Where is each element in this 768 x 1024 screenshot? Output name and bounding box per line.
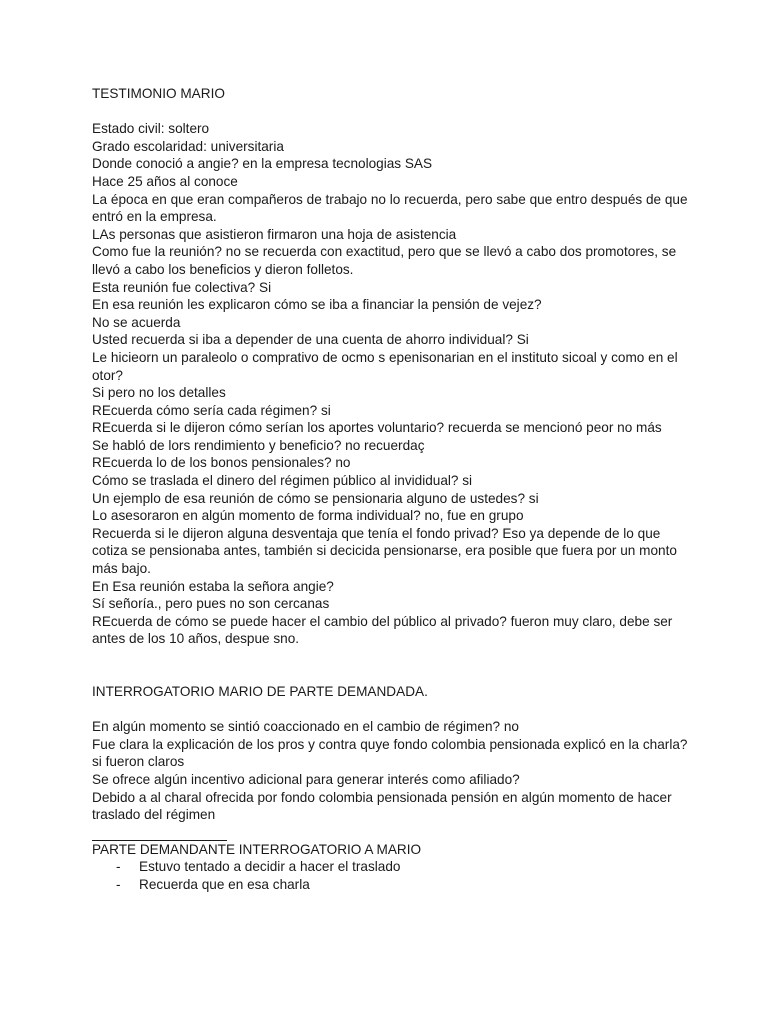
testimony-line: En esa reunión les explicaron cómo se iba a financiar la pensión de vejez? [92, 297, 542, 313]
dash-bullet: - [116, 859, 121, 875]
list-item-text: Estuvo tentado a decidir a hacer el traslado [139, 859, 401, 875]
testimony-section [92, 120, 688, 648]
testimony-line: Esta reunión fue colectiva? Si [92, 279, 272, 295]
bullet-list [92, 858, 688, 893]
testimony-line: Le hicieorn un paraleolo o comprativo de ocmo s epenisonarian en el instituto sicoal y como en el otor? [92, 349, 678, 383]
document-page [92, 85, 688, 894]
spacer [92, 701, 688, 719]
testimony-line: REcuerda de cómo se puede hacer el cambio del público al privado? fueron muy claro, debe ser antes de los 10 años, despue sno. [92, 613, 673, 647]
testimony-line: En Esa reunión estaba la señora angie? [92, 578, 334, 594]
list-item-text: Recuerda que en esa charla [139, 876, 310, 892]
testimony-line: Grado escolaridad: universitaria [92, 138, 284, 154]
testimony-line: Se habló de lors rendimiento y beneficio? no recuerdaç [92, 437, 425, 453]
testimony-line: La época en que eran compañeros de trabajo no lo recuerda, pero sabe que entro después de que entró en la empresa. [92, 191, 688, 225]
testimony-line: Un ejemplo de esa reunión de cómo se pensionaria alguno de ustedes? si [92, 490, 539, 506]
testimony-line: Si pero no los detalles [92, 385, 226, 401]
testimony-line: Lo asesoraron en algún momento de forma individual? no, fue en grupo [92, 508, 524, 524]
list-item [92, 858, 688, 876]
interrogation-line: Debido a al charal ofrecida por fondo colombia pensionada pensión en algún momento de hacer traslado del régimen [92, 789, 672, 823]
testimony-line: REcuerda lo de los bonos pensionales? no [92, 455, 351, 471]
list-item [92, 876, 688, 894]
testimony-line: REcuerda cómo sería cada régimen? si [92, 402, 331, 418]
spacer [92, 103, 688, 121]
testimony-line: Donde conoció a angie? en la empresa tecnologias SAS [92, 156, 433, 172]
testimony-line: Estado civil: soltero [92, 121, 210, 137]
document-title: TESTIMONIO MARIO [92, 86, 225, 101]
testimony-line: LAs personas que asistieron firmaron una hoja de asistencia [92, 226, 457, 242]
spacer [92, 648, 688, 683]
demandada-section [92, 718, 688, 824]
dash-bullet: - [116, 876, 121, 892]
section-heading-demandada: INTERROGATORIO MARIO DE PARTE DEMANDADA. [92, 684, 428, 699]
testimony-line: REcuerda si le dijeron cómo serían los aportes voluntario? recuerda se mencionó peor no más [92, 420, 662, 436]
testimony-line: Recuerda si le dijeron alguna desventaja que tenía el fondo privad? Eso ya depende de lo que cotiza se pensionaba antes, también si decicida pensionarse, era posible que fuera por un monto más bajo. [92, 525, 677, 577]
testimony-line: Usted recuerda si iba a depender de una cuenta de ahorro individual? Si [92, 332, 529, 348]
testimony-line: No se acuerda [92, 314, 181, 330]
interrogation-line: Se ofrece algún incentivo adicional para generar interés como afiliado? [92, 771, 520, 787]
section-heading-demandante: PARTE DEMANDANTE INTERROGATORIO A MARIO [92, 841, 422, 857]
testimony-line: Como fue la reunión? no se recuerda con exactitud, pero que se llevó a cabo dos promotores, se llevó a cabo los beneficios y dieron folletos. [92, 244, 677, 277]
testimony-line: Sí señoría., pero pues no son cercanas [92, 596, 330, 612]
testimony-line: Cómo se traslada el dinero del régimen público al invididual? si [92, 473, 473, 489]
interrogation-line: Fue clara la explicación de los pros y contra quye fondo colombia pensionada explicó en la charla? si fueron claros [92, 736, 688, 770]
testimony-line: Hace 25 años al conoce [92, 173, 238, 189]
interrogation-line: En algún momento se sintió coaccionado en el cambio de régimen? no [92, 719, 519, 735]
